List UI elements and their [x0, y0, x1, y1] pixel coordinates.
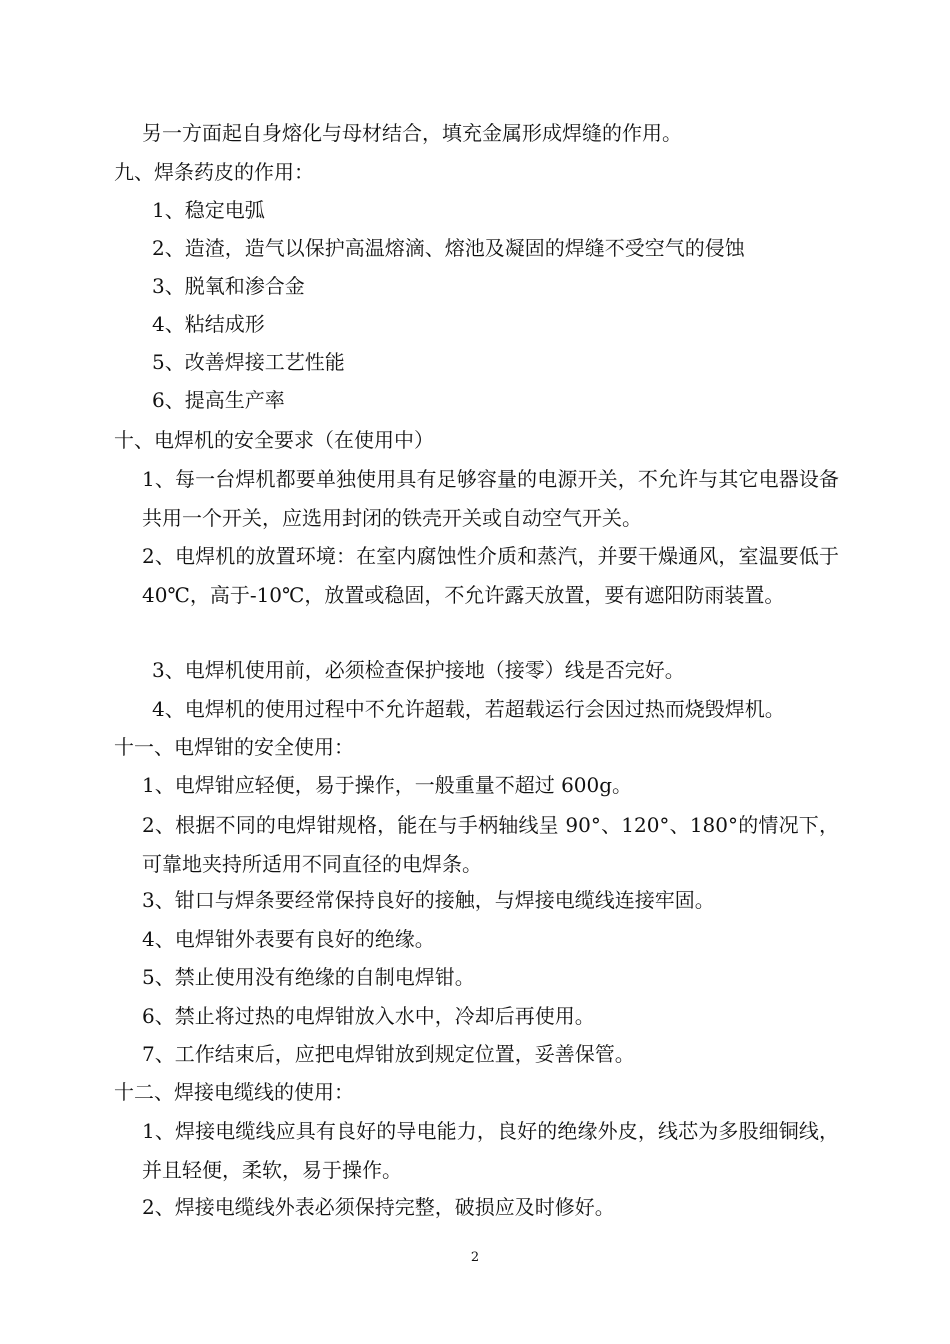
list-item: 4、粘结成形: [152, 312, 265, 336]
list-item: 7、工作结束后，应把电焊钳放到规定位置，妥善保管。: [142, 1042, 635, 1066]
list-item: 5、禁止使用没有绝缘的自制电焊钳。: [142, 965, 475, 989]
page-number: 2: [470, 1250, 480, 1265]
list-item: 4、电焊机的使用过程中不允许超载，若超载运行会因过热而烧毁焊机。: [152, 697, 785, 721]
list-item: 2、电焊机的放置环境：在室内腐蚀性介质和蒸汽，并要干燥通风，室温要低于 40℃，高于-10℃，放置或稳固，不允许露天放置，要有遮阳防雨装置。: [142, 544, 839, 607]
list-item: 1、每一台焊机都要单独使用具有足够容量的电源开关，不允许与其它电器设备共用一个开关，应选用封闭的铁壳开关或自动空气开关。: [142, 467, 839, 530]
list-item: 5、改善焊接工艺性能: [152, 350, 345, 374]
list-item: 4、电焊钳外表要有良好的绝缘。: [142, 927, 435, 951]
list-item: 6、提高生产率: [152, 388, 285, 412]
list-item: 2、根据不同的电焊钳规格，能在与手柄轴线呈 90°、120°、180°的情况下，可靠地夹持所适用不同直径的电焊条。: [142, 813, 839, 876]
list-item: 1、电焊钳应轻便，易于操作，一般重量不超过 600g。: [142, 773, 633, 797]
section-heading-10: 十、电焊机的安全要求（在使用中）: [114, 428, 434, 452]
list-item: 3、脱氧和渗合金: [152, 274, 305, 298]
list-item: 1、焊接电缆线应具有良好的导电能力，良好的绝缘外皮，线芯为多股细铜线，并且轻便，柔软，易于操作。: [142, 1119, 839, 1182]
list-item: 3、钳口与焊条要经常保持良好的接触，与焊接电缆线连接牢固。: [142, 888, 715, 912]
paragraph-continuation: 另一方面起自身熔化与母材结合，填充金属形成焊缝的作用。: [142, 121, 682, 145]
section-heading-12: 十二、焊接电缆线的使用：: [114, 1080, 354, 1104]
list-item: 6、禁止将过热的电焊钳放入水中，冷却后再使用。: [142, 1004, 595, 1028]
list-item: 2、造渣，造气以保护高温熔滴、熔池及凝固的焊缝不受空气的侵蚀: [152, 236, 745, 260]
list-item: 3、电焊机使用前，必须检查保护接地（接零）线是否完好。: [152, 658, 685, 682]
list-item: 2、焊接电缆线外表必须保持完整，破损应及时修好。: [142, 1195, 615, 1219]
section-heading-9: 九、焊条药皮的作用：: [114, 160, 314, 184]
list-item: 1、稳定电弧: [152, 198, 265, 222]
section-heading-11: 十一、电焊钳的安全使用：: [114, 735, 354, 759]
